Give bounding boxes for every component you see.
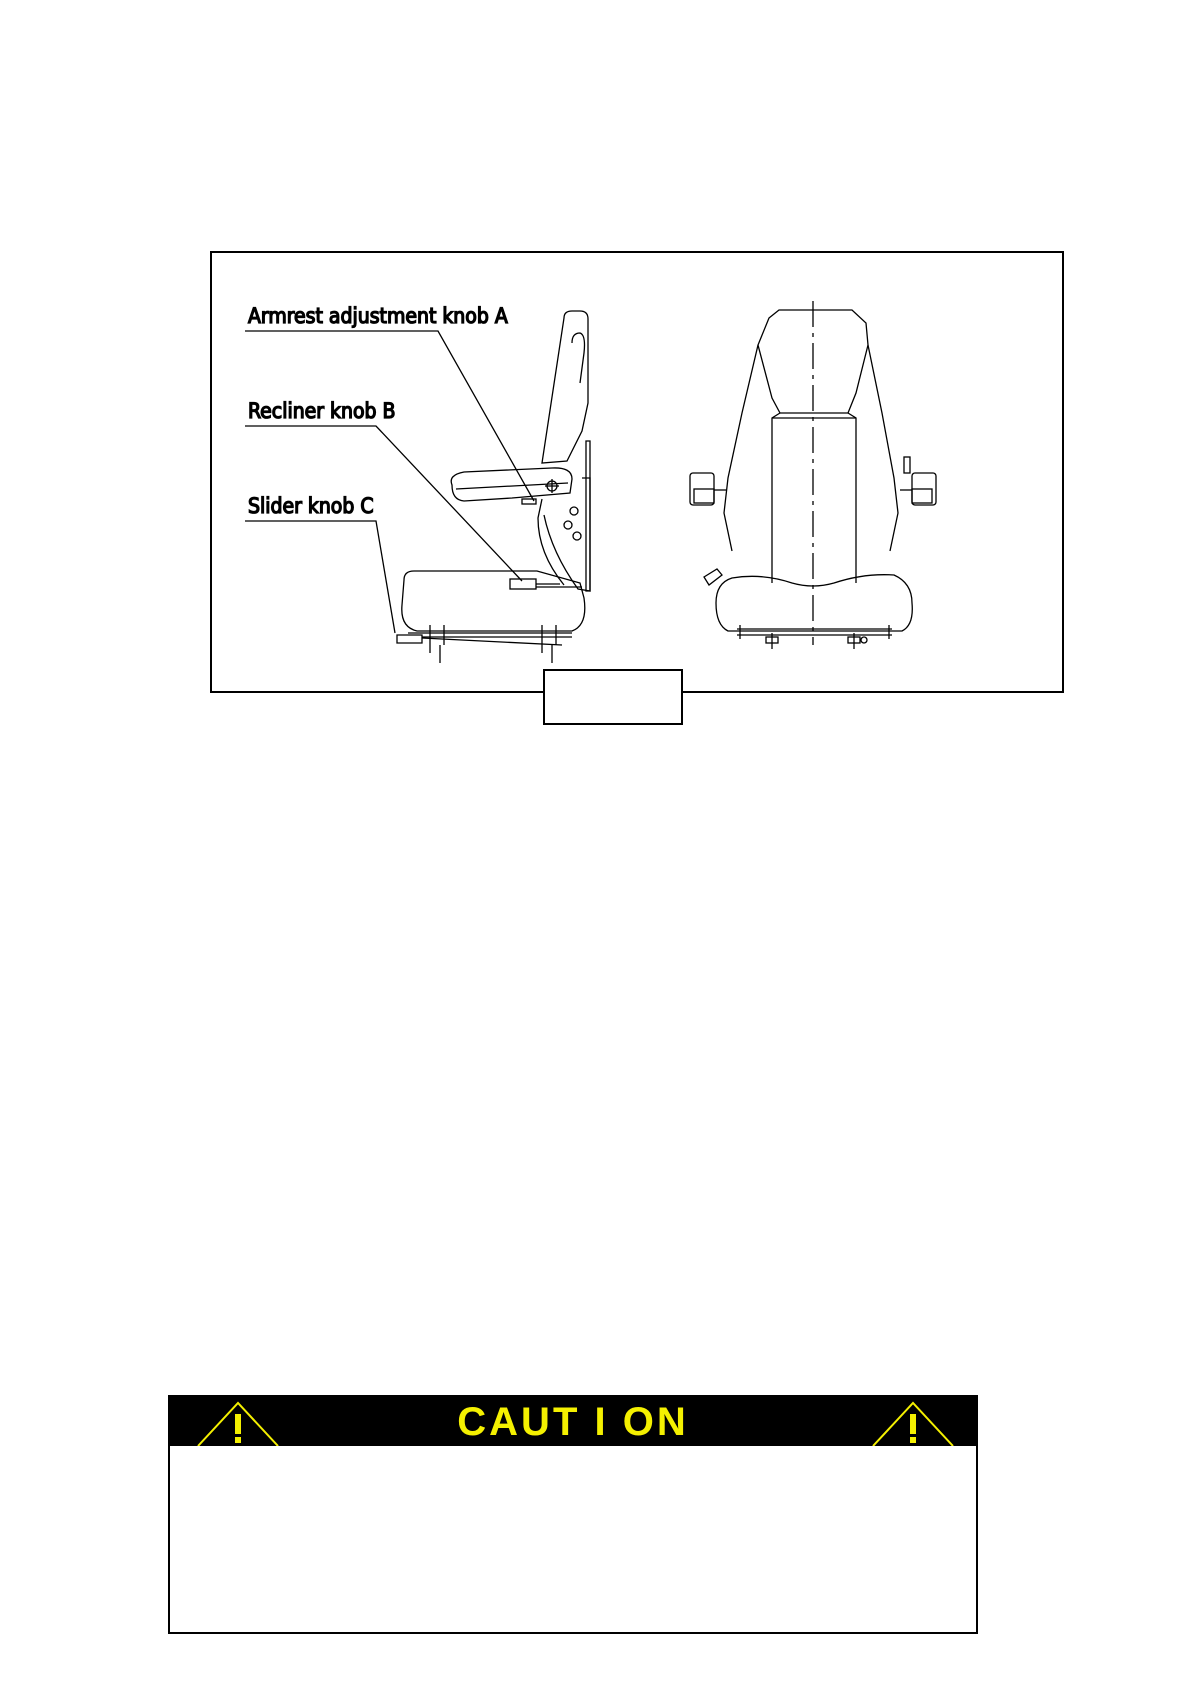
label-recliner-knob: Recliner knob B xyxy=(248,399,396,423)
seat-diagram xyxy=(212,253,1066,695)
leader-lines xyxy=(245,331,534,633)
seat-front-view xyxy=(690,301,936,649)
label-armrest-knob: Armrest adjustment knob A xyxy=(248,304,508,328)
caution-box xyxy=(168,1395,978,1634)
caution-header xyxy=(170,1397,976,1446)
figure-caption-box xyxy=(543,669,683,725)
caution-body xyxy=(190,1457,956,1622)
seat-side-view xyxy=(397,311,590,663)
label-slider-knob: Slider knob C xyxy=(248,494,374,518)
warning-triangle-icon xyxy=(867,1397,959,1446)
seat-diagram-frame xyxy=(210,251,1064,693)
caution-title: CAUT I ON xyxy=(457,1400,689,1444)
